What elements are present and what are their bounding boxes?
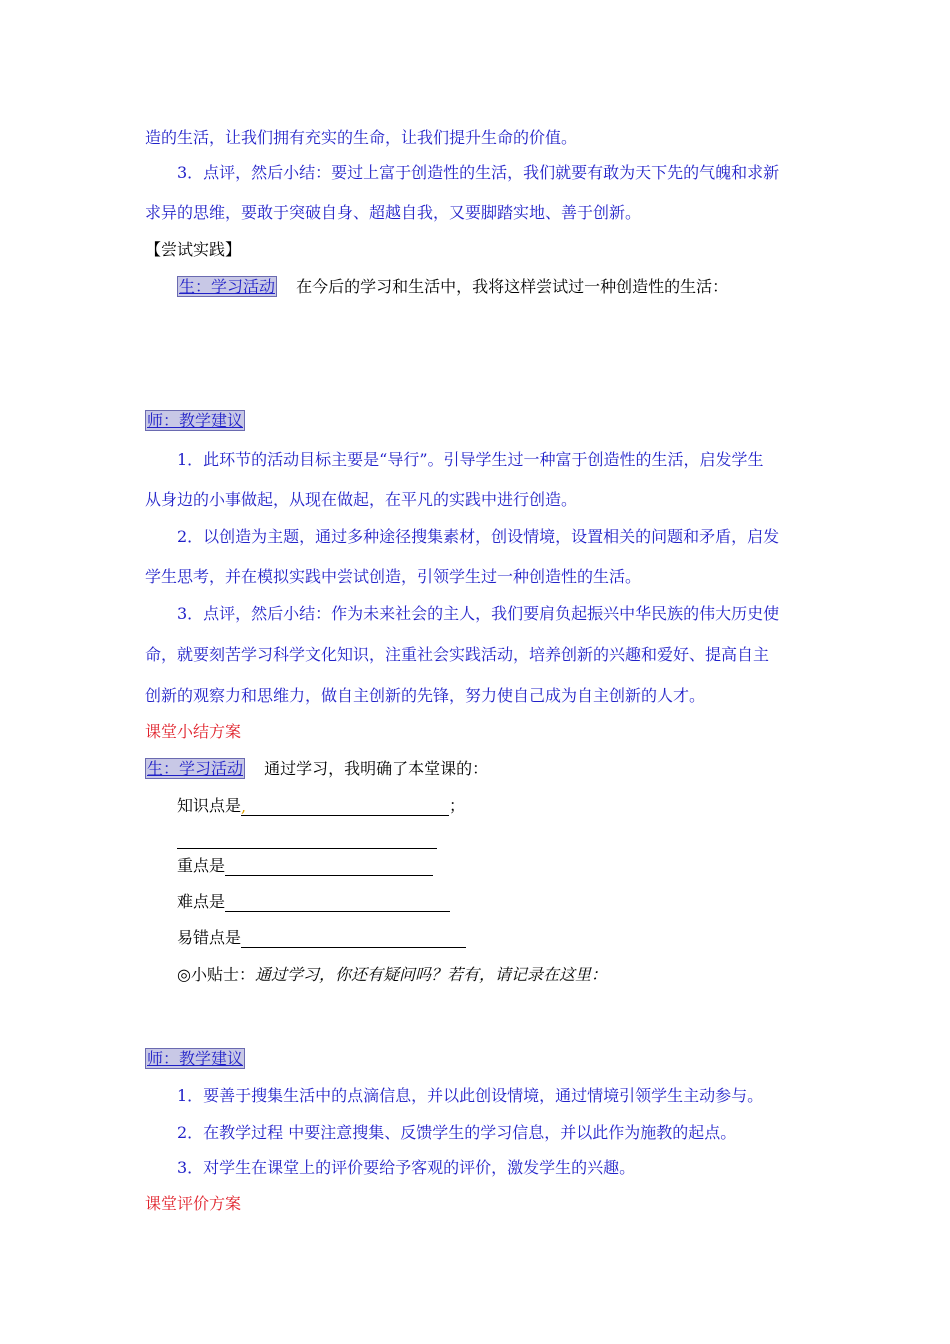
advice1-p2a: 2．以创造为主题，通过多种途径搜集素材，创设情境，设置相关的问题和矛盾，启发: [177, 527, 780, 546]
tip-label: ◎小贴士：: [177, 965, 255, 984]
difficult-label: 难点是: [177, 892, 226, 911]
advice1-p1a: 1．此环节的活动目标主要是“导行”。引导学生过一种富于创造性的生活，启发学生: [177, 450, 764, 469]
key-row: [177, 856, 433, 876]
summary-intro: 通过学习，我明确了本堂课的：: [264, 759, 489, 778]
advice1-tag-row: [145, 411, 245, 431]
error-label: 易错点是: [177, 928, 242, 947]
advice2-p1: 1．要善于搜集生活中的点滴信息，并以此创设情境，通过情境引领学生主动参与。: [177, 1086, 764, 1105]
error-blank[interactable]: [241, 929, 466, 948]
advice1-p3c: 创新的观察力和思维力，做自主创新的先锋，努力使自己成为自主创新的人才。: [145, 686, 706, 705]
top-line-1: 造的生活，让我们拥有充实的生命，让我们提升生命的价值。: [145, 128, 578, 147]
key-label: 重点是: [177, 856, 226, 875]
advice1-p3a: 3．点评，然后小结：作为未来社会的主人，我们要肩负起振兴中华民族的伟大历史使: [177, 604, 780, 623]
advice1-p3b: 命，就要刻苦学习科学文化知识，注重社会实践活动，培养创新的兴趣和爱好、提高自主: [145, 645, 770, 664]
difficult-row: [177, 892, 450, 912]
top-line-2: 3．点评，然后小结：要过上富于创造性的生活，我们就要有敢为天下先的气魄和求新: [177, 163, 780, 182]
knowledge-blank-a[interactable]: [241, 797, 271, 816]
practice-text: 在今后的学习和生活中，我将这样尝试过一种创造性的生活：: [296, 277, 729, 296]
teacher-advice-tag: 师：教学建议: [147, 411, 244, 430]
summary-row: [145, 759, 488, 779]
difficult-blank[interactable]: [225, 893, 450, 912]
summary-heading: 课堂小结方案: [145, 722, 242, 741]
top-line-3: 求异的思维，要敢于突破自身、超越自我，又要脚踏实地、善于创新。: [145, 203, 642, 222]
cursor-mark: ,: [241, 797, 247, 816]
knowledge-end: ；: [449, 796, 466, 815]
practice-heading: 【尝试实践】: [145, 240, 242, 259]
knowledge-row: [177, 796, 465, 816]
error-row: [177, 928, 466, 948]
advice1-p2b: 学生思考，并在模拟实践中尝试创造，引领学生过一种创造性的生活。: [145, 567, 642, 586]
advice2-tag-row: [145, 1049, 245, 1069]
teacher-advice-tag-2: 师：教学建议: [147, 1049, 244, 1068]
student-activity-tag: 生：学习活动: [179, 277, 276, 296]
student-activity-tag-2: 生：学习活动: [147, 759, 244, 778]
key-blank[interactable]: [225, 857, 433, 876]
knowledge-extra-line[interactable]: [177, 848, 437, 849]
practice-row: [177, 277, 728, 297]
advice1-p1b: 从身边的小事做起，从现在做起，在平凡的实践中进行创造。: [145, 490, 578, 509]
evaluation-heading: 课堂评价方案: [145, 1194, 242, 1213]
tip-text: 通过学习，你还有疑问吗？若有，请记录在这里：: [254, 965, 607, 984]
knowledge-blank-b[interactable]: [271, 797, 449, 816]
advice2-p2: 2．在教学过程 中要注意搜集、反馈学生的学习信息，并以此作为施教的起点。: [177, 1123, 737, 1142]
advice2-p3: 3．对学生在课堂上的评价要给予客观的评价，激发学生的兴趣。: [177, 1158, 636, 1177]
knowledge-label: 知识点是: [177, 796, 242, 815]
tip-row: [177, 965, 607, 985]
